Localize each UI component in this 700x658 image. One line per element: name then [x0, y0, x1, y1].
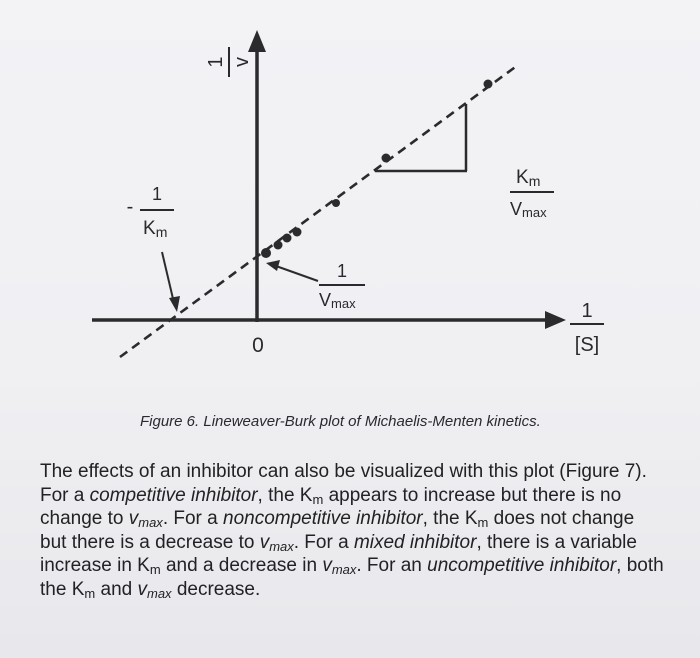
- x-axis-label: [570, 300, 604, 356]
- y-axis-arrowhead: [248, 30, 266, 52]
- text-run: and: [95, 578, 138, 600]
- data-point: [274, 241, 283, 250]
- x-intercept-pointer-head: [169, 296, 180, 312]
- subscript: m: [149, 562, 161, 577]
- y-axis-label: [205, 47, 253, 77]
- x-intercept-sign: -: [126, 196, 134, 218]
- y-axis-label-denominator: v: [231, 57, 253, 67]
- slope-denominator: Vmax: [510, 199, 547, 220]
- figure-caption: Figure 6. Lineweaver-Burk plot of Michaelis-Menten kinetics.: [140, 413, 541, 430]
- slope-numerator: Km: [516, 167, 541, 189]
- text-run: appears to increase but there is no change to: [40, 484, 622, 529]
- text-run: decrease.: [171, 578, 261, 600]
- term-noncompetitive: noncompetitive inhibitor: [223, 508, 423, 529]
- v-symbol: v: [259, 531, 270, 553]
- text-run: , there is a variable increase in K: [40, 531, 637, 576]
- v-symbol: v: [137, 578, 147, 600]
- y-intercept-pointer: [276, 266, 318, 281]
- text-run: , the K: [422, 508, 478, 529]
- text-run: . For a: [293, 531, 354, 553]
- y-intercept-label: [319, 261, 365, 311]
- x-intercept-denominator: Km: [143, 218, 168, 240]
- x-axis-label-numerator: 1: [581, 300, 593, 322]
- body-paragraph: [40, 460, 665, 601]
- data-point: [261, 248, 271, 258]
- text-run: . For an: [356, 555, 428, 576]
- subscript: max: [146, 585, 172, 601]
- x-axis-arrowhead: [545, 311, 566, 329]
- subscript: max: [138, 515, 163, 530]
- data-point: [484, 80, 493, 89]
- data-point: [293, 228, 302, 237]
- text-run: . For a: [162, 508, 223, 529]
- y-intercept-numerator: 1: [336, 261, 348, 281]
- dashed-fit-line: [120, 65, 518, 357]
- data-point: [332, 199, 340, 207]
- subscript: max: [331, 562, 357, 577]
- y-axis-label-numerator: 1: [205, 56, 227, 68]
- text-run: , both the K: [40, 555, 664, 600]
- data-point: [382, 154, 391, 163]
- origin-label: 0: [252, 334, 264, 357]
- subscript: m: [312, 491, 324, 507]
- x-intercept-label: [127, 184, 174, 240]
- x-intercept-numerator: 1: [151, 184, 163, 204]
- term-competitive: competitive inhibitor: [89, 484, 258, 506]
- subscript: m: [477, 515, 489, 530]
- x-intercept-pointer: [162, 252, 174, 303]
- term-mixed: mixed inhibitor: [353, 531, 477, 553]
- text-run: The effects of an inhibitor can also be visualized with this plot (Figure 7). For a: [40, 461, 647, 506]
- y-intercept-denominator: Vmax: [319, 290, 356, 311]
- term-uncompetitive: uncompetitive inhibitor: [427, 555, 617, 576]
- slope-label: [510, 167, 554, 220]
- text-run: does not change but there is a decrease to: [40, 508, 635, 553]
- x-axis-label-denominator: [S]: [574, 334, 600, 356]
- subscript: m: [84, 585, 96, 601]
- text-run: and a decrease in: [160, 555, 323, 576]
- text-run: , the K: [257, 484, 313, 506]
- y-intercept-pointer-head: [266, 260, 280, 271]
- data-point: [283, 234, 292, 243]
- v-symbol: v: [322, 555, 332, 576]
- subscript: max: [269, 538, 294, 554]
- v-symbol: v: [128, 508, 139, 529]
